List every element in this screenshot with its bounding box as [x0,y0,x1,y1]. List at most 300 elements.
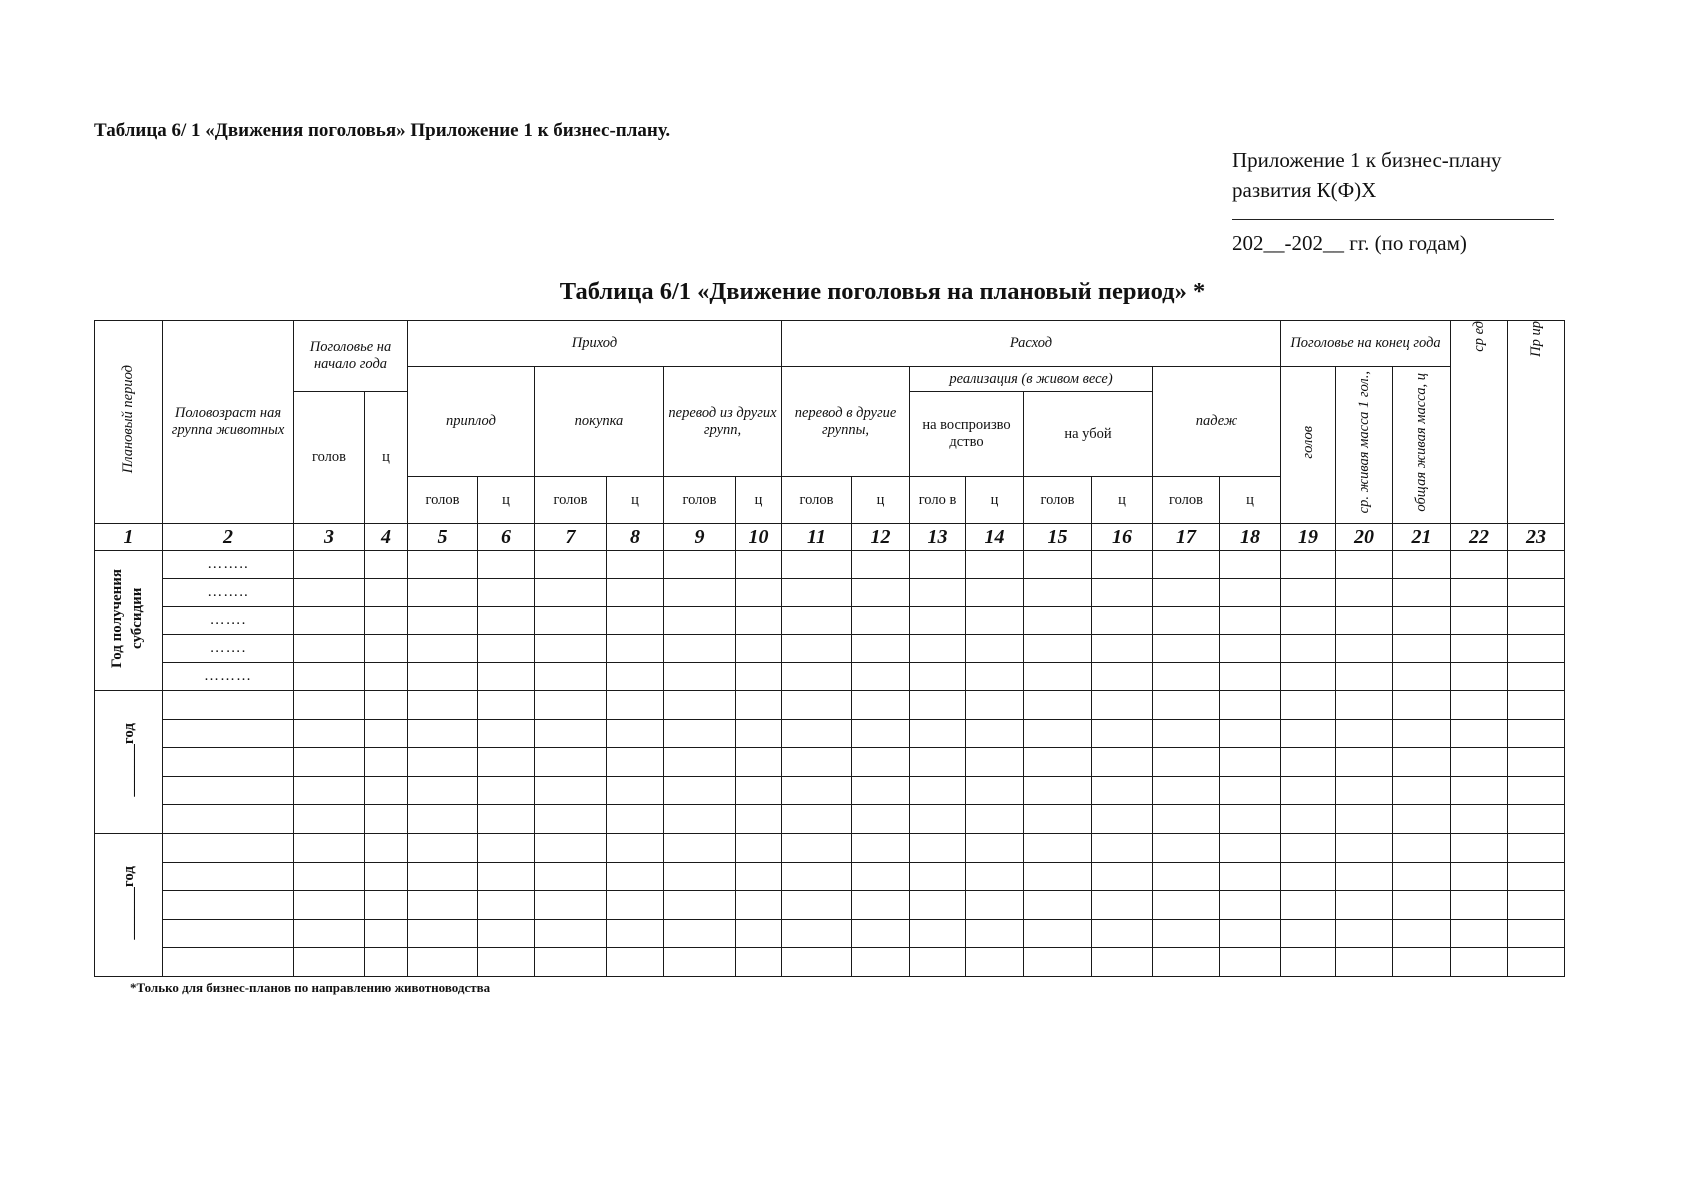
data-cell[interactable] [408,551,478,579]
data-cell[interactable] [1451,919,1508,948]
data-cell[interactable] [1220,579,1281,607]
data-cell[interactable] [966,635,1024,663]
data-cell[interactable] [852,919,910,948]
data-cell[interactable] [1092,948,1153,977]
data-cell[interactable] [782,663,852,691]
data-cell[interactable] [408,805,478,834]
data-cell[interactable] [1508,635,1565,663]
data-cell[interactable] [607,948,664,977]
data-cell[interactable] [1336,833,1393,862]
data-cell[interactable] [1451,862,1508,891]
data-cell[interactable] [1281,719,1336,748]
data-cell[interactable] [736,948,782,977]
data-cell[interactable] [1336,719,1393,748]
data-cell[interactable] [736,579,782,607]
data-cell[interactable] [910,663,966,691]
data-cell[interactable] [782,635,852,663]
data-cell[interactable] [1508,663,1565,691]
data-cell[interactable] [294,551,365,579]
data-cell[interactable] [1153,691,1220,720]
data-cell[interactable] [852,691,910,720]
data-cell[interactable] [1220,551,1281,579]
data-cell[interactable] [607,891,664,920]
data-cell[interactable] [1336,891,1393,920]
data-cell[interactable] [1220,919,1281,948]
data-cell[interactable] [607,691,664,720]
data-cell[interactable] [1508,833,1565,862]
data-cell[interactable] [782,579,852,607]
data-cell[interactable] [1153,776,1220,805]
data-cell[interactable] [852,748,910,777]
data-cell[interactable] [1508,607,1565,635]
data-cell[interactable] [294,862,365,891]
data-cell[interactable] [1336,579,1393,607]
data-cell[interactable] [1281,891,1336,920]
data-cell[interactable] [852,891,910,920]
data-cell[interactable] [1220,748,1281,777]
data-cell[interactable] [966,891,1024,920]
data-cell[interactable] [1393,891,1451,920]
data-cell[interactable] [782,748,852,777]
data-cell[interactable] [1092,862,1153,891]
data-cell[interactable] [1336,776,1393,805]
data-cell[interactable] [1092,635,1153,663]
data-cell[interactable] [910,948,966,977]
data-cell[interactable] [1092,663,1153,691]
data-cell[interactable] [1092,776,1153,805]
data-cell[interactable] [294,691,365,720]
data-cell[interactable] [664,891,736,920]
data-cell[interactable] [736,691,782,720]
data-cell[interactable] [736,719,782,748]
data-cell[interactable] [1281,862,1336,891]
data-cell[interactable] [365,833,408,862]
data-cell[interactable] [1336,635,1393,663]
data-cell[interactable] [535,579,607,607]
data-cell[interactable] [408,891,478,920]
data-cell[interactable] [478,719,535,748]
group-cell[interactable] [163,776,294,805]
data-cell[interactable] [664,635,736,663]
data-cell[interactable] [1092,579,1153,607]
data-cell[interactable] [1024,833,1092,862]
data-cell[interactable] [736,635,782,663]
data-cell[interactable] [782,776,852,805]
data-cell[interactable] [1281,607,1336,635]
data-cell[interactable] [1281,635,1336,663]
data-cell[interactable] [966,691,1024,720]
data-cell[interactable] [408,607,478,635]
data-cell[interactable] [736,891,782,920]
data-cell[interactable] [1153,635,1220,663]
data-cell[interactable] [607,805,664,834]
data-cell[interactable] [408,776,478,805]
data-cell[interactable] [1220,607,1281,635]
data-cell[interactable] [478,748,535,777]
data-cell[interactable] [1393,691,1451,720]
data-cell[interactable] [1508,579,1565,607]
data-cell[interactable] [1281,551,1336,579]
data-cell[interactable] [1336,919,1393,948]
data-cell[interactable] [365,719,408,748]
data-cell[interactable] [535,691,607,720]
data-cell[interactable] [1336,948,1393,977]
data-cell[interactable] [1024,635,1092,663]
data-cell[interactable] [1153,663,1220,691]
data-cell[interactable] [1024,607,1092,635]
data-cell[interactable] [1153,919,1220,948]
data-cell[interactable] [1153,579,1220,607]
data-cell[interactable] [1220,776,1281,805]
data-cell[interactable] [607,919,664,948]
data-cell[interactable] [664,579,736,607]
data-cell[interactable] [1508,948,1565,977]
data-cell[interactable] [736,862,782,891]
data-cell[interactable] [1281,748,1336,777]
data-cell[interactable] [664,719,736,748]
data-cell[interactable] [1281,948,1336,977]
data-cell[interactable] [1451,719,1508,748]
data-cell[interactable] [1451,635,1508,663]
data-cell[interactable] [607,607,664,635]
data-cell[interactable] [1336,607,1393,635]
data-cell[interactable] [1024,691,1092,720]
data-cell[interactable] [294,579,365,607]
data-cell[interactable] [1024,663,1092,691]
data-cell[interactable] [1393,663,1451,691]
data-cell[interactable] [535,551,607,579]
data-cell[interactable] [910,635,966,663]
data-cell[interactable] [1220,663,1281,691]
data-cell[interactable] [408,691,478,720]
data-cell[interactable] [535,663,607,691]
data-cell[interactable] [1281,833,1336,862]
data-cell[interactable] [782,691,852,720]
data-cell[interactable] [1393,719,1451,748]
data-cell[interactable] [852,833,910,862]
group-cell[interactable] [163,919,294,948]
data-cell[interactable] [478,805,535,834]
data-cell[interactable] [478,862,535,891]
data-cell[interactable] [294,805,365,834]
data-cell[interactable] [1508,691,1565,720]
data-cell[interactable] [1508,891,1565,920]
data-cell[interactable] [852,862,910,891]
data-cell[interactable] [852,805,910,834]
data-cell[interactable] [1451,833,1508,862]
data-cell[interactable] [1281,663,1336,691]
data-cell[interactable] [966,805,1024,834]
data-cell[interactable] [1153,607,1220,635]
data-cell[interactable] [1508,776,1565,805]
data-cell[interactable] [736,607,782,635]
group-cell[interactable] [163,862,294,891]
data-cell[interactable] [1451,776,1508,805]
data-cell[interactable] [408,663,478,691]
group-cell[interactable]: ……. [163,607,294,635]
data-cell[interactable] [966,579,1024,607]
data-cell[interactable] [365,635,408,663]
data-cell[interactable] [294,635,365,663]
data-cell[interactable] [535,948,607,977]
data-cell[interactable] [1508,719,1565,748]
data-cell[interactable] [1153,719,1220,748]
data-cell[interactable] [852,776,910,805]
data-cell[interactable] [1281,919,1336,948]
data-cell[interactable] [782,948,852,977]
data-cell[interactable] [1153,948,1220,977]
data-cell[interactable] [365,748,408,777]
data-cell[interactable] [966,948,1024,977]
data-cell[interactable] [1092,805,1153,834]
data-cell[interactable] [736,919,782,948]
data-cell[interactable] [365,551,408,579]
data-cell[interactable] [607,719,664,748]
data-cell[interactable] [535,891,607,920]
data-cell[interactable] [1281,579,1336,607]
data-cell[interactable] [607,833,664,862]
data-cell[interactable] [1092,748,1153,777]
data-cell[interactable] [607,635,664,663]
data-cell[interactable] [478,551,535,579]
data-cell[interactable] [736,776,782,805]
data-cell[interactable] [478,663,535,691]
data-cell[interactable] [664,776,736,805]
data-cell[interactable] [294,948,365,977]
data-cell[interactable] [365,805,408,834]
data-cell[interactable] [910,891,966,920]
group-cell[interactable] [163,748,294,777]
data-cell[interactable] [408,579,478,607]
data-cell[interactable] [1024,776,1092,805]
data-cell[interactable] [535,719,607,748]
data-cell[interactable] [1024,948,1092,977]
data-cell[interactable] [910,919,966,948]
data-cell[interactable] [408,719,478,748]
data-cell[interactable] [408,862,478,891]
data-cell[interactable] [1393,776,1451,805]
data-cell[interactable] [1451,579,1508,607]
data-cell[interactable] [535,805,607,834]
data-cell[interactable] [664,607,736,635]
data-cell[interactable] [365,663,408,691]
data-cell[interactable] [782,862,852,891]
data-cell[interactable] [535,607,607,635]
data-cell[interactable] [910,776,966,805]
data-cell[interactable] [1451,691,1508,720]
data-cell[interactable] [782,833,852,862]
data-cell[interactable] [910,579,966,607]
group-cell[interactable] [163,948,294,977]
data-cell[interactable] [294,891,365,920]
data-cell[interactable] [1393,948,1451,977]
data-cell[interactable] [736,833,782,862]
data-cell[interactable] [782,919,852,948]
group-cell[interactable]: ……… [163,663,294,691]
data-cell[interactable] [408,833,478,862]
data-cell[interactable] [1153,891,1220,920]
data-cell[interactable] [966,551,1024,579]
data-cell[interactable] [365,579,408,607]
data-cell[interactable] [1508,919,1565,948]
data-cell[interactable] [736,663,782,691]
data-cell[interactable] [966,607,1024,635]
data-cell[interactable] [607,748,664,777]
data-cell[interactable] [1220,691,1281,720]
data-cell[interactable] [478,635,535,663]
data-cell[interactable] [535,862,607,891]
data-cell[interactable] [1092,833,1153,862]
data-cell[interactable] [736,551,782,579]
data-cell[interactable] [1393,551,1451,579]
data-cell[interactable] [535,919,607,948]
data-cell[interactable] [1393,805,1451,834]
group-cell[interactable]: ……. [163,635,294,663]
data-cell[interactable] [294,607,365,635]
data-cell[interactable] [966,748,1024,777]
data-cell[interactable] [966,833,1024,862]
data-cell[interactable] [664,691,736,720]
data-cell[interactable] [1451,607,1508,635]
data-cell[interactable] [1393,635,1451,663]
data-cell[interactable] [966,719,1024,748]
data-cell[interactable] [1220,635,1281,663]
data-cell[interactable] [966,862,1024,891]
data-cell[interactable] [782,551,852,579]
data-cell[interactable] [664,919,736,948]
data-cell[interactable] [782,719,852,748]
data-cell[interactable] [1153,862,1220,891]
data-cell[interactable] [1451,551,1508,579]
data-cell[interactable] [1153,551,1220,579]
data-cell[interactable] [294,776,365,805]
group-cell[interactable] [163,805,294,834]
data-cell[interactable] [1508,862,1565,891]
data-cell[interactable] [365,691,408,720]
data-cell[interactable] [365,891,408,920]
data-cell[interactable] [1336,691,1393,720]
data-cell[interactable] [1336,862,1393,891]
data-cell[interactable] [1220,862,1281,891]
data-cell[interactable] [535,748,607,777]
data-cell[interactable] [294,919,365,948]
data-cell[interactable] [1092,607,1153,635]
data-cell[interactable] [910,748,966,777]
data-cell[interactable] [1220,833,1281,862]
data-cell[interactable] [1508,748,1565,777]
data-cell[interactable] [365,862,408,891]
data-cell[interactable] [1092,891,1153,920]
data-cell[interactable] [852,607,910,635]
data-cell[interactable] [1220,948,1281,977]
data-cell[interactable] [1451,891,1508,920]
data-cell[interactable] [664,862,736,891]
data-cell[interactable] [478,579,535,607]
data-cell[interactable] [478,776,535,805]
data-cell[interactable] [664,748,736,777]
data-cell[interactable] [1220,805,1281,834]
data-cell[interactable] [1024,862,1092,891]
data-cell[interactable] [1451,948,1508,977]
data-cell[interactable] [1092,919,1153,948]
data-cell[interactable] [1281,805,1336,834]
data-cell[interactable] [365,919,408,948]
data-cell[interactable] [852,579,910,607]
data-cell[interactable] [1281,691,1336,720]
group-cell[interactable]: …….. [163,579,294,607]
data-cell[interactable] [478,691,535,720]
data-cell[interactable] [910,607,966,635]
data-cell[interactable] [966,919,1024,948]
data-cell[interactable] [294,719,365,748]
data-cell[interactable] [910,691,966,720]
data-cell[interactable] [478,891,535,920]
data-cell[interactable] [607,663,664,691]
data-cell[interactable] [478,607,535,635]
data-cell[interactable] [1024,805,1092,834]
data-cell[interactable] [664,948,736,977]
data-cell[interactable] [782,805,852,834]
data-cell[interactable] [664,833,736,862]
data-cell[interactable] [1024,579,1092,607]
data-cell[interactable] [408,919,478,948]
data-cell[interactable] [1092,719,1153,748]
data-cell[interactable] [852,551,910,579]
data-cell[interactable] [910,551,966,579]
data-cell[interactable] [1336,748,1393,777]
data-cell[interactable] [910,719,966,748]
data-cell[interactable] [478,919,535,948]
data-cell[interactable] [607,776,664,805]
data-cell[interactable] [365,607,408,635]
data-cell[interactable] [1024,919,1092,948]
data-cell[interactable] [1393,748,1451,777]
data-cell[interactable] [607,551,664,579]
data-cell[interactable] [478,948,535,977]
data-cell[interactable] [294,833,365,862]
data-cell[interactable] [1220,891,1281,920]
data-cell[interactable] [852,719,910,748]
data-cell[interactable] [736,805,782,834]
data-cell[interactable] [294,663,365,691]
data-cell[interactable] [966,663,1024,691]
group-cell[interactable] [163,891,294,920]
data-cell[interactable] [852,635,910,663]
data-cell[interactable] [478,833,535,862]
data-cell[interactable] [607,579,664,607]
data-cell[interactable] [1092,691,1153,720]
data-cell[interactable] [1393,579,1451,607]
data-cell[interactable] [535,833,607,862]
data-cell[interactable] [408,748,478,777]
data-cell[interactable] [910,805,966,834]
data-cell[interactable] [664,551,736,579]
data-cell[interactable] [1024,551,1092,579]
data-cell[interactable] [1393,833,1451,862]
group-cell[interactable] [163,691,294,720]
data-cell[interactable] [1024,748,1092,777]
data-cell[interactable] [1508,805,1565,834]
group-cell[interactable] [163,833,294,862]
data-cell[interactable] [1508,551,1565,579]
data-cell[interactable] [1451,805,1508,834]
data-cell[interactable] [966,776,1024,805]
data-cell[interactable] [1024,891,1092,920]
data-cell[interactable] [1393,862,1451,891]
data-cell[interactable] [1092,551,1153,579]
data-cell[interactable] [1393,607,1451,635]
data-cell[interactable] [365,776,408,805]
